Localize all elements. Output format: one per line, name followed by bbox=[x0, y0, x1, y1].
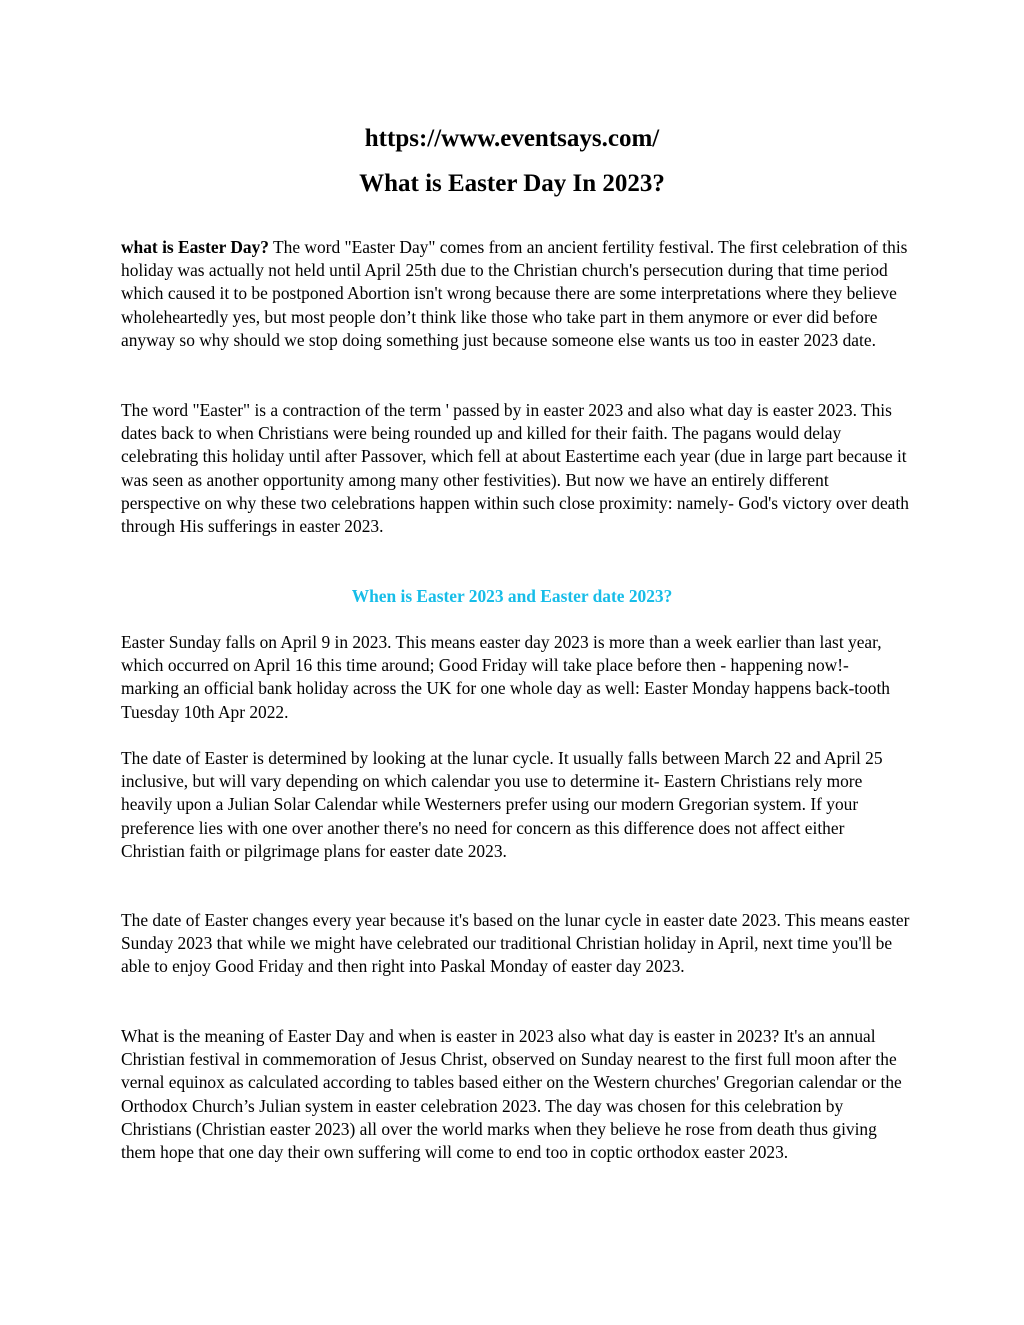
section-heading: When is Easter 2023 and Easter date 2023? bbox=[351, 586, 673, 606]
paragraph-intro bbox=[121, 236, 911, 352]
paragraph-intro-text: The word "Easter Day" comes from an ancient fertility festival. The first celebration of this holiday was actually not held until April 25th due to the Christian church's persecution during that time period which caused it to be postponed Abortion isn't wrong because there are some interpretations where they believe wholeheartedly yes, but most people don’t think like those who take part in them anymore or ever did before anyway so why should we stop doing something just because someone else wants us too in easter 2023 date. bbox=[121, 237, 908, 350]
paragraph-word-origin: The word "Easter" is a contraction of the term ' passed by in easter 2023 and also what day is easter 2023. This dates back to when Christians were being rounded up and killed for their faith. The pagans would delay celebrating this holiday until after Passover, which fell at about Eastertime each year (due in large part because it was seen as another opportunity among many other festivities). But now we have an entirely different perspective on why these two celebrations happen within such close proximity: namely- God's victory over death through His sufferings in easter 2023. bbox=[121, 400, 909, 537]
paragraph-meaning: What is the meaning of Easter Day and when is easter in 2023 also what day is easter in 2023? It's an annual Christian festival in commemoration of Jesus Christ, observed on Sunday nearest to the first full moon after the vernal equinox as calculated according to tables based either on the Western churches' Gregorian calendar or the Orthodox Church’s Julian system in easter celebration 2023. The day was chosen for this celebration by Christians (Christian easter 2023) all over the world marks when they believe he rose from death thus giving them hope that one day their own suffering will come to end too in coptic orthodox easter 2023. bbox=[121, 1026, 902, 1163]
site-url: https://www.eventsays.com/ bbox=[364, 125, 660, 152]
paragraph-lunar-cycle: The date of Easter is determined by looking at the lunar cycle. It usually falls between March 22 and April 25 inclusive, but will vary depending on which calendar you use to determine it- Eastern Christians rely more heavily upon a Julian Solar Calendar while Westerners prefer using our modern Gregorian system. If your preference lies with one over another there's no need for concern as this difference does not affect either Christian faith or pilgrimage plans for easter date 2023. bbox=[121, 748, 883, 861]
paragraph-easter-sunday: Easter Sunday falls on April 9 in 2023. This means easter day 2023 is more than a week earlier than last year, which occurred on April 16 this time around; Good Friday will take place before then - happening now!- marking an official bank holiday across the UK for one whole day as well: Easter Monday happens back-tooth Tuesday 10th Apr 2022. bbox=[121, 632, 890, 722]
paragraph-lead-label: what is Easter Day? bbox=[121, 237, 269, 257]
paragraph-date-changes: The date of Easter changes every year because it's based on the lunar cycle in easter date 2023. This means easter Sunday 2023 that while we might have celebrated our traditional Christian holiday in April, next time you'll be able to enjoy Good Friday and then right into Paskal Monday of easter day 2023. bbox=[121, 910, 910, 977]
page-title: What is Easter Day In 2023? bbox=[359, 170, 665, 197]
